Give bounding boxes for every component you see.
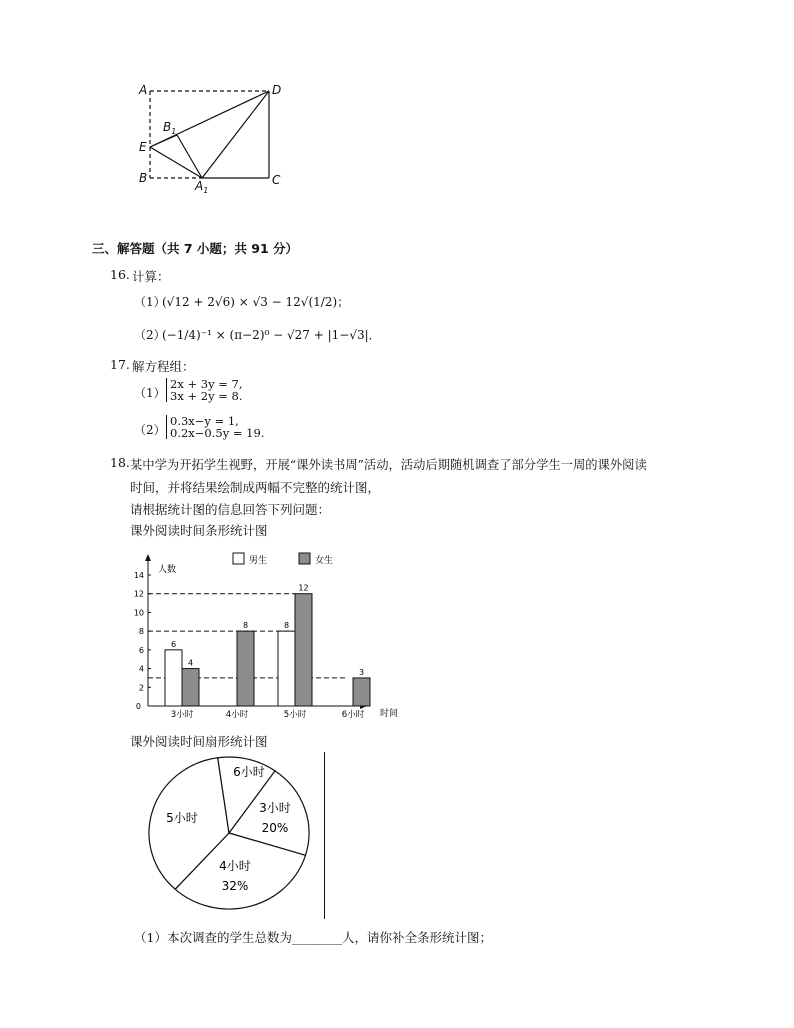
pie-label-6小时: 6小时 <box>233 765 265 779</box>
q16-number: 16. <box>110 267 130 282</box>
q16-part2-expression: (−1/4)⁻¹ × (π−2)⁰ − √27 + |1−√3|． <box>162 328 381 342</box>
q17-part1-label: （1） <box>134 386 166 400</box>
q17-part2-system <box>166 415 264 439</box>
y-tick-label: 6 <box>138 645 144 655</box>
q17-part2-eq1: 0.3x−y = 1, <box>170 414 239 428</box>
q17-part2-label: （2） <box>134 423 166 437</box>
y-tick-label: 8 <box>138 627 144 637</box>
data-label: 8 <box>242 621 249 631</box>
pie-label-3小时: 3小时 <box>259 801 291 815</box>
pie-value-4小时: 32% <box>221 879 249 893</box>
data-label: 8 <box>283 621 290 631</box>
bar-女生-6小时 <box>353 678 370 706</box>
y-tick-label: 14 <box>133 571 144 580</box>
point-label-c: C <box>272 173 281 187</box>
geometry-figure <box>130 80 290 195</box>
point-label-a1: $A_1$ <box>195 179 209 195</box>
pie-label-5小时: 5小时 <box>166 811 198 825</box>
data-label: 6 <box>170 639 177 649</box>
point-label-d: D <box>272 83 282 97</box>
pie-chart-title: 课外阅读时间扇形统计图 <box>130 734 268 749</box>
q17-text: 解方程组： <box>132 359 195 374</box>
q16-part2-label: （2） <box>134 328 166 342</box>
q18-number: 18. <box>110 455 130 470</box>
q17-part2-eq2: 0.2x−0.5y = 19. <box>170 426 265 440</box>
point-label-e: E <box>139 140 147 154</box>
legend-label-女生: 女生 <box>315 556 334 566</box>
data-label: 4 <box>187 658 194 668</box>
legend-label-男生: 男生 <box>249 556 268 566</box>
vertical-divider <box>324 752 325 919</box>
q18-line2: 时间，并将结果绘制成两幅不完整的统计图， <box>130 480 381 495</box>
q18-sub1: （1）本次调查的学生总数为________人，请你补全条形统计图； <box>134 930 492 945</box>
q17-part1-eq1: 2x + 3y = 7, <box>170 377 243 391</box>
bar-女生-5小时 <box>295 594 312 706</box>
y-tick-label: 2 <box>138 683 144 693</box>
bar-chart <box>128 545 418 723</box>
bar-男生-3小时 <box>165 650 182 706</box>
bar-男生-5小时 <box>278 631 295 706</box>
data-label: 12 <box>298 583 309 593</box>
data-label: 3 <box>358 667 365 677</box>
y-tick-label: 4 <box>138 664 144 674</box>
x-tick-label: 3小时 <box>170 710 194 720</box>
q17-part1-system <box>166 378 242 402</box>
y-tick-label: 0 <box>135 702 141 711</box>
point-label-b: B <box>139 171 148 185</box>
q16-text: 计算： <box>132 269 170 284</box>
y-axis-arrow <box>145 554 151 561</box>
pie-label-4小时: 4小时 <box>219 859 251 873</box>
section-title: 三、解答题（共 7 小题；共 91 分） <box>92 241 299 256</box>
q16-part1-label: （1） <box>134 295 166 309</box>
bar-chart-title: 课外阅读时间条形统计图 <box>130 523 268 538</box>
x-tick-label: 5小时 <box>283 710 307 720</box>
y-tick-label: 12 <box>133 589 144 599</box>
legend-swatch-女生 <box>299 553 310 564</box>
y-axis-label: 人数 <box>158 565 177 575</box>
q17-number: 17. <box>110 357 130 372</box>
q18-line1: 某中学为开拓学生视野，开展“课外读书周”活动，活动后期随机调查了部分学生一周的课外阅读 <box>130 458 647 472</box>
q17-part1-eq2: 3x + 2y = 8. <box>170 389 243 403</box>
x-tick-label: 4小时 <box>225 710 249 720</box>
pie-value-3小时: 20% <box>261 821 289 835</box>
point-label-a: A <box>139 83 148 97</box>
legend-swatch-男生 <box>233 553 244 564</box>
bar-女生-3小时 <box>182 669 199 706</box>
q18-line3: 请根据统计图的信息回答下列问题： <box>130 502 331 517</box>
bar-女生-4小时 <box>237 631 254 706</box>
q16-part1-expression: (√12 + 2√6) × √3 − 12√(1/2)； <box>162 295 350 309</box>
pie-chart <box>140 750 330 920</box>
x-tick-label: 6小时 <box>341 710 365 720</box>
x-axis-label: 时间 <box>380 709 399 719</box>
point-label-b1: $B_1$ <box>163 120 177 136</box>
y-tick-label: 10 <box>133 608 144 618</box>
